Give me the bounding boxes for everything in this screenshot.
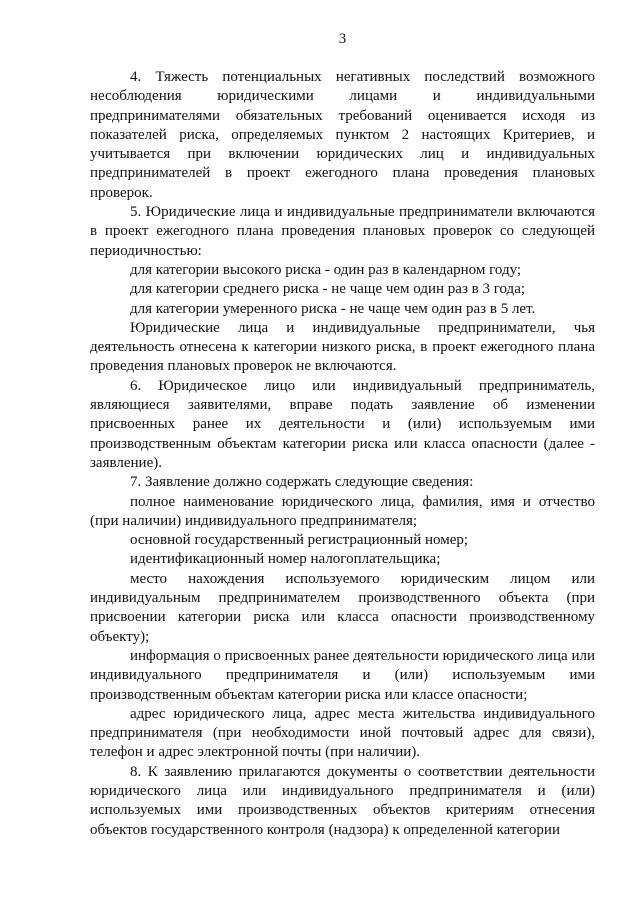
list-item-prior-category: информация о присвоенных ранее деятельности юридического лица или индивидуального предпринимателя и (или) используемым ими производственным объектам категории риска или классе опасности; (90, 647, 595, 703)
page-number: 3 (338, 31, 347, 47)
list-item-medium-risk: для категории среднего риска - не чаще чем один раз в 3 года; (130, 281, 526, 298)
list-item-moderate-risk: для категории умеренного риска - не чаще чем один раз в 5 лет. (130, 300, 536, 317)
paragraph-7-contents: 7. Заявление должно содержать следующие сведения: (130, 474, 474, 491)
list-item-address-contacts: адрес юридического лица, адрес места жительства индивидуального предпринимателя (при необходимости иной почтовый адрес для связи), телефон и адрес электронной почты (при наличии). (90, 705, 595, 761)
paragraph-5-inclusion: 5. Юридические лица и индивидуальные предприниматели включаются в проект ежегодного плана проведения плановых проверок со следующей периодичностью: (90, 204, 595, 259)
list-item-high-risk: для категории высокого риска - один раз в календарном году; (130, 261, 522, 278)
document-page (90, 30, 595, 840)
list-item-full-name: полное наименование юридического лица, фамилия, имя и отчество (при наличии) индивидуального предпринимателя; (90, 493, 595, 529)
list-item-inn: идентификационный номер налогоплательщика; (130, 551, 441, 568)
paragraph-8-attachments: 8. К заявлению прилагаются документы о соответствии деятельности юридического лица или индивидуального предпринимателя и (или) используемых ими производственных объектов критериям отнесения объектов государственного контроля (надзора) к определенной категории (90, 763, 595, 838)
list-item-ogrn: основной государственный регистрационный номер; (130, 532, 469, 549)
paragraph-4-severity: 4. Тяжесть потенциальных негативных последствий возможного несоблюдения юридическими лицами и индивидуальными предпринимателями обязательных требований оценивается исходя из показателей риска, определяемых пунктом 2 настоящих Критериев, и учитывается при включении юридических лиц и индивидуальных предпринимателей в проект ежегодного плана проведения плановых проверок. (90, 69, 595, 201)
paragraph-low-risk: Юридические лица и индивидуальные предприниматели, чья деятельность отнесена к категории низкого риска, в проект ежегодного плана проведения плановых проверок не включаются. (90, 319, 595, 375)
paragraph-6-application: 6. Юридическое лицо или индивидуальный предприниматель, являющиеся заявителями, вправе подать заявление об изменении присвоенных ранее их деятельности и (или) используемым ими производственным объектам категории риска или класса опасности (далее - заявление). (90, 377, 595, 471)
list-item-object-location: место нахождения используемого юридическим лицом или индивидуальным предпринимателем производственного объекта (при присвоении категории риска или класса опасности производственному объекту); (90, 570, 595, 645)
